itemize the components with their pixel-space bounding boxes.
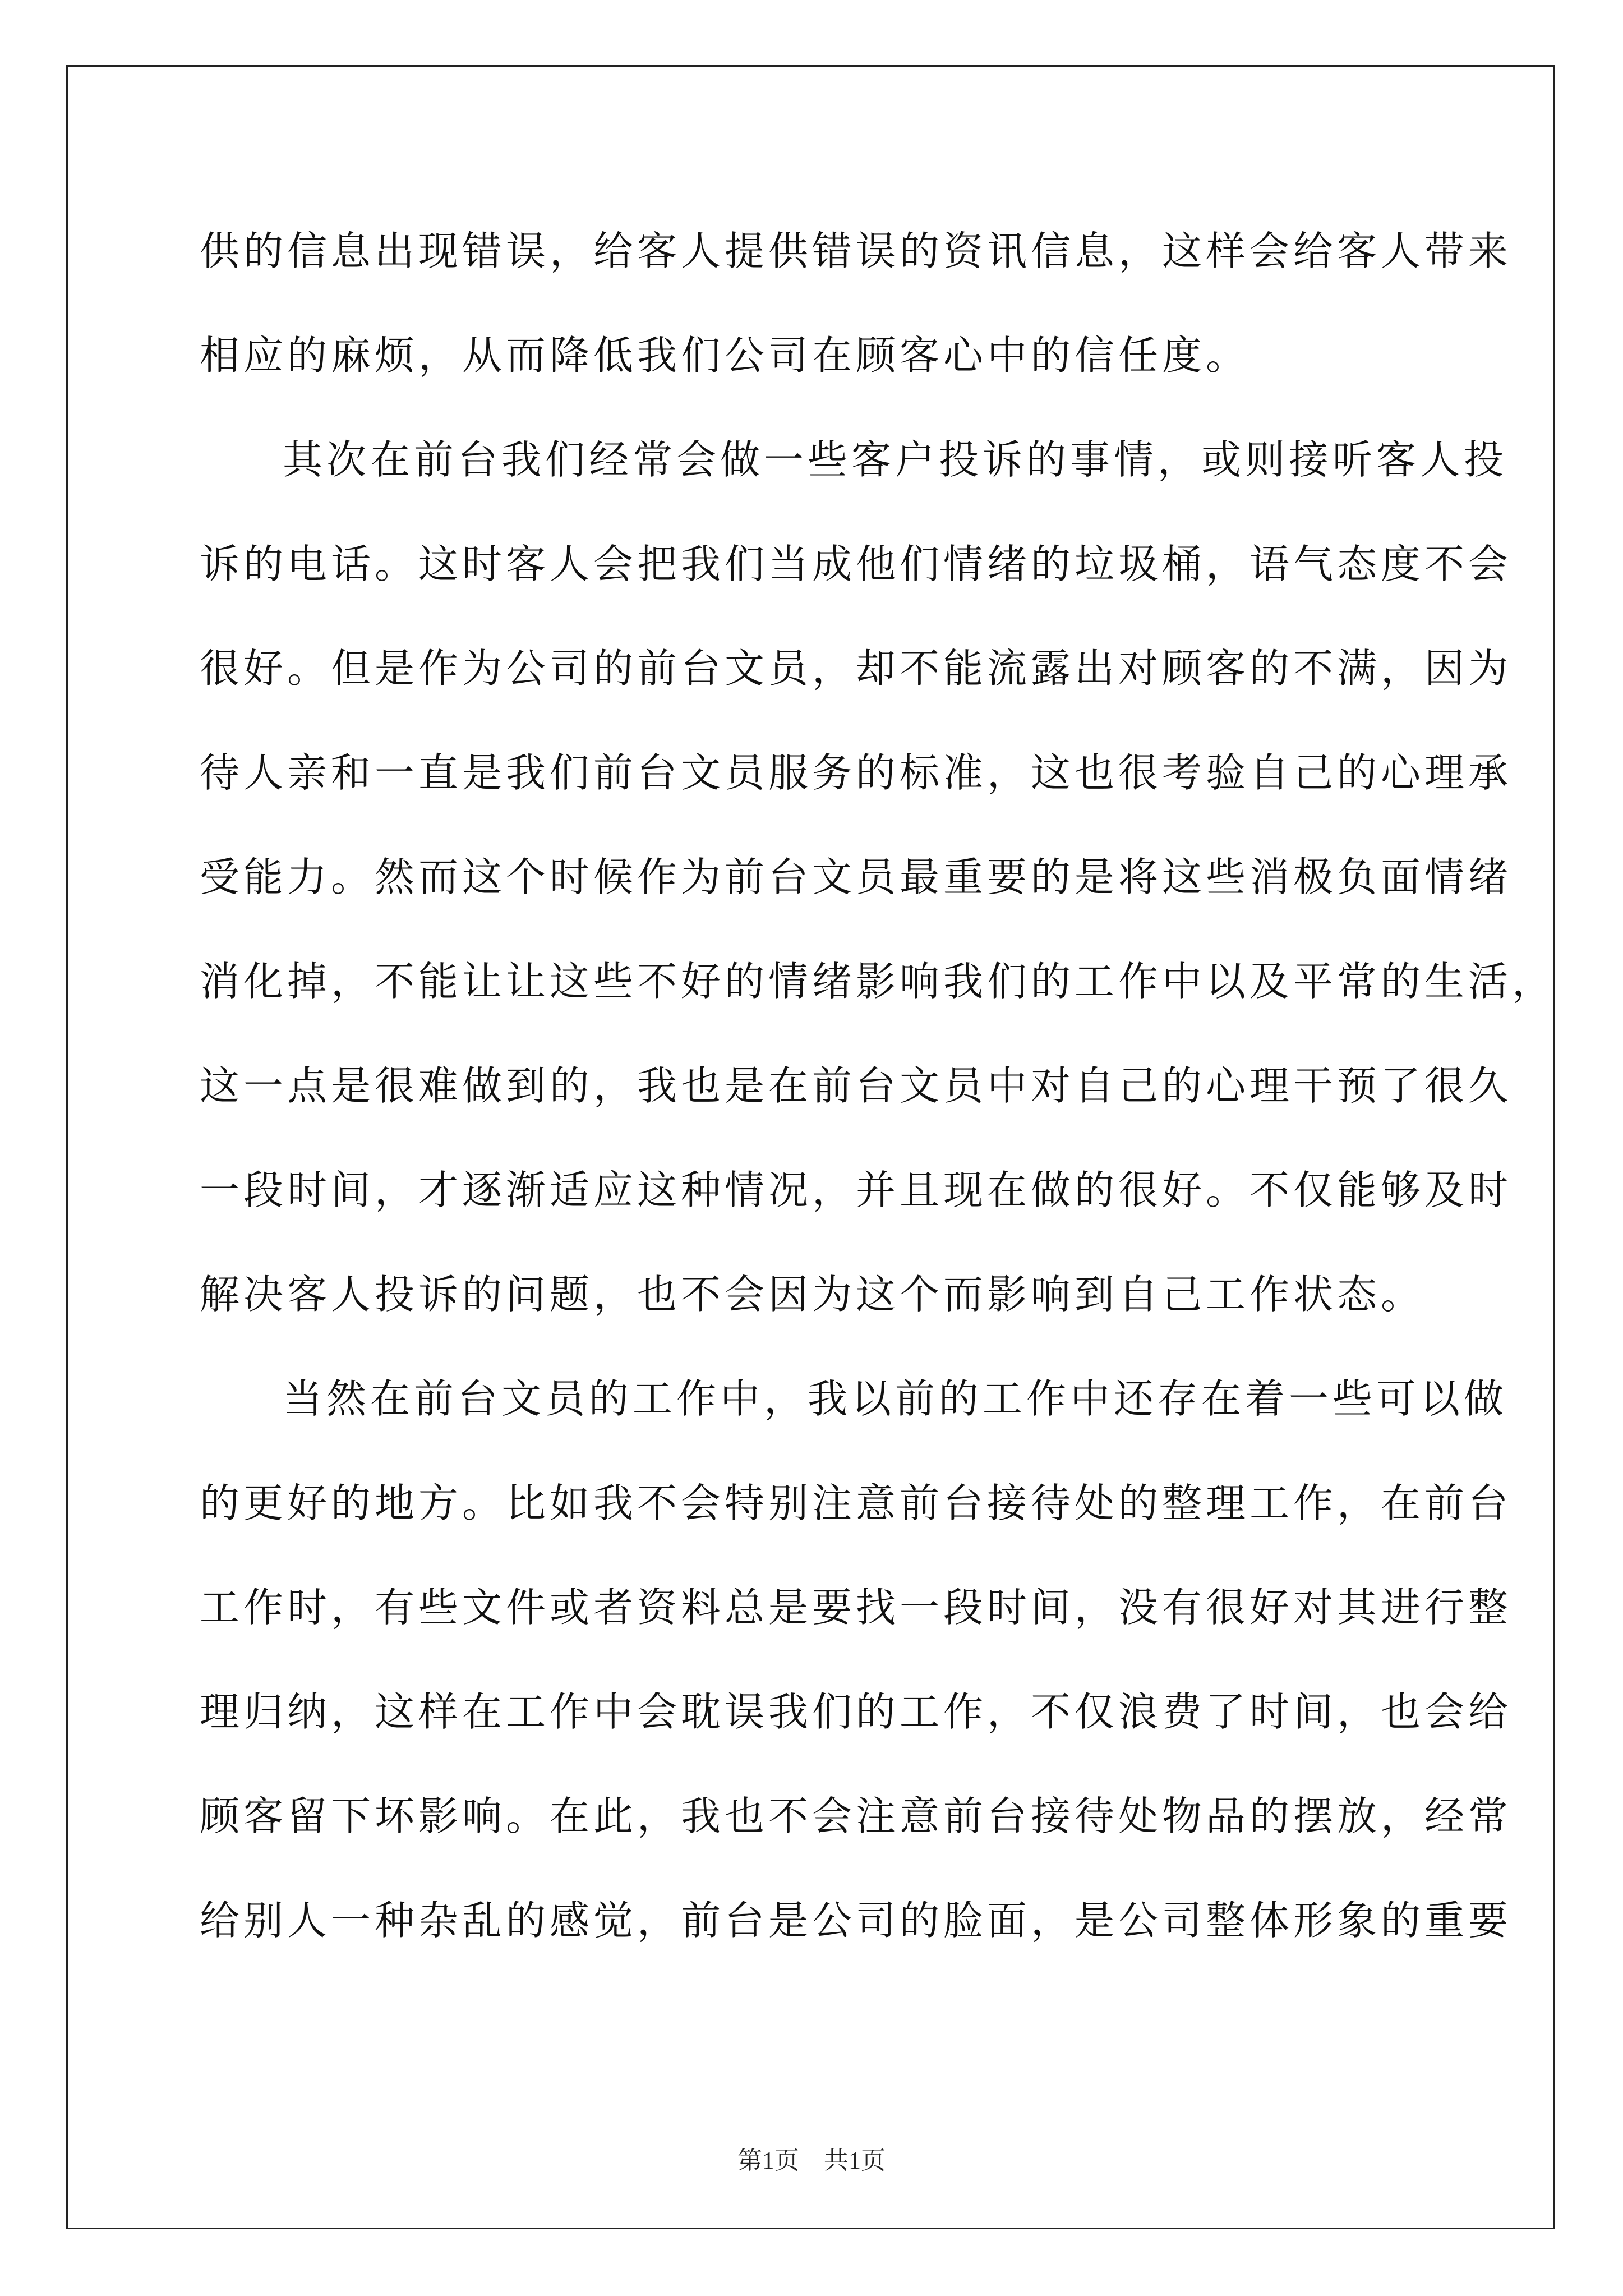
text-line: 相应的麻烦，从而降低我们公司在顾客心中的信任度。: [200, 332, 1250, 379]
text-line: 受能力。然而这个时候作为前台文员最重要的是将这些消极负面情绪: [200, 854, 1513, 900]
text-line: 很好。但是作为公司的前台文员，却不能流露出对顾客的不满，因为: [200, 645, 1513, 692]
text-line: 理归纳，这样在工作中会耽误我们的工作，不仅浪费了时间，也会给: [200, 1688, 1513, 1735]
text-line: 一段时间，才逐渐适应这种情况，并且现在做的很好。不仅能够及时: [200, 1167, 1513, 1213]
text-line: 当然在前台文员的工作中，我以前的工作中还存在着一些可以做: [283, 1375, 1508, 1422]
text-line: 诉的电话。这时客人会把我们当成他们情绪的垃圾桶，语气态度不会: [200, 541, 1513, 587]
document-body: [200, 218, 1556, 1991]
text-line: 工作时，有些文件或者资料总是要找一段时间，没有很好对其进行整: [200, 1584, 1513, 1631]
text-line: 供的信息出现错误，给客人提供错误的资讯信息，这样会给客人带来: [200, 228, 1513, 274]
text-line: 其次在前台我们经常会做一些客户投诉的事情，或则接听客人投: [283, 436, 1508, 483]
text-line: 给别人一种杂乱的感觉，前台是公司的脸面，是公司整体形象的重要: [200, 1897, 1513, 1944]
text-line: 的更好的地方。比如我不会特别注意前台接待处的整理工作，在前台: [200, 1480, 1513, 1526]
text-line: 消化掉，不能让让这些不好的情绪影响我们的工作中以及平常的生活，: [200, 958, 1556, 1005]
text-line: 解决客人投诉的问题，也不会因为这个而影响到自己工作状态。: [200, 1271, 1425, 1318]
text-line: 这一点是很难做到的，我也是在前台文员中对自己的心理干预了很久: [200, 1062, 1513, 1109]
text-line: 顾客留下坏影响。在此，我也不会注意前台接待处物品的摆放，经常: [200, 1793, 1513, 1839]
text-line: 待人亲和一直是我们前台文员服务的标准，这也很考验自己的心理承: [200, 749, 1513, 796]
page-number-footer: 第1页 共1页: [737, 2147, 886, 2174]
